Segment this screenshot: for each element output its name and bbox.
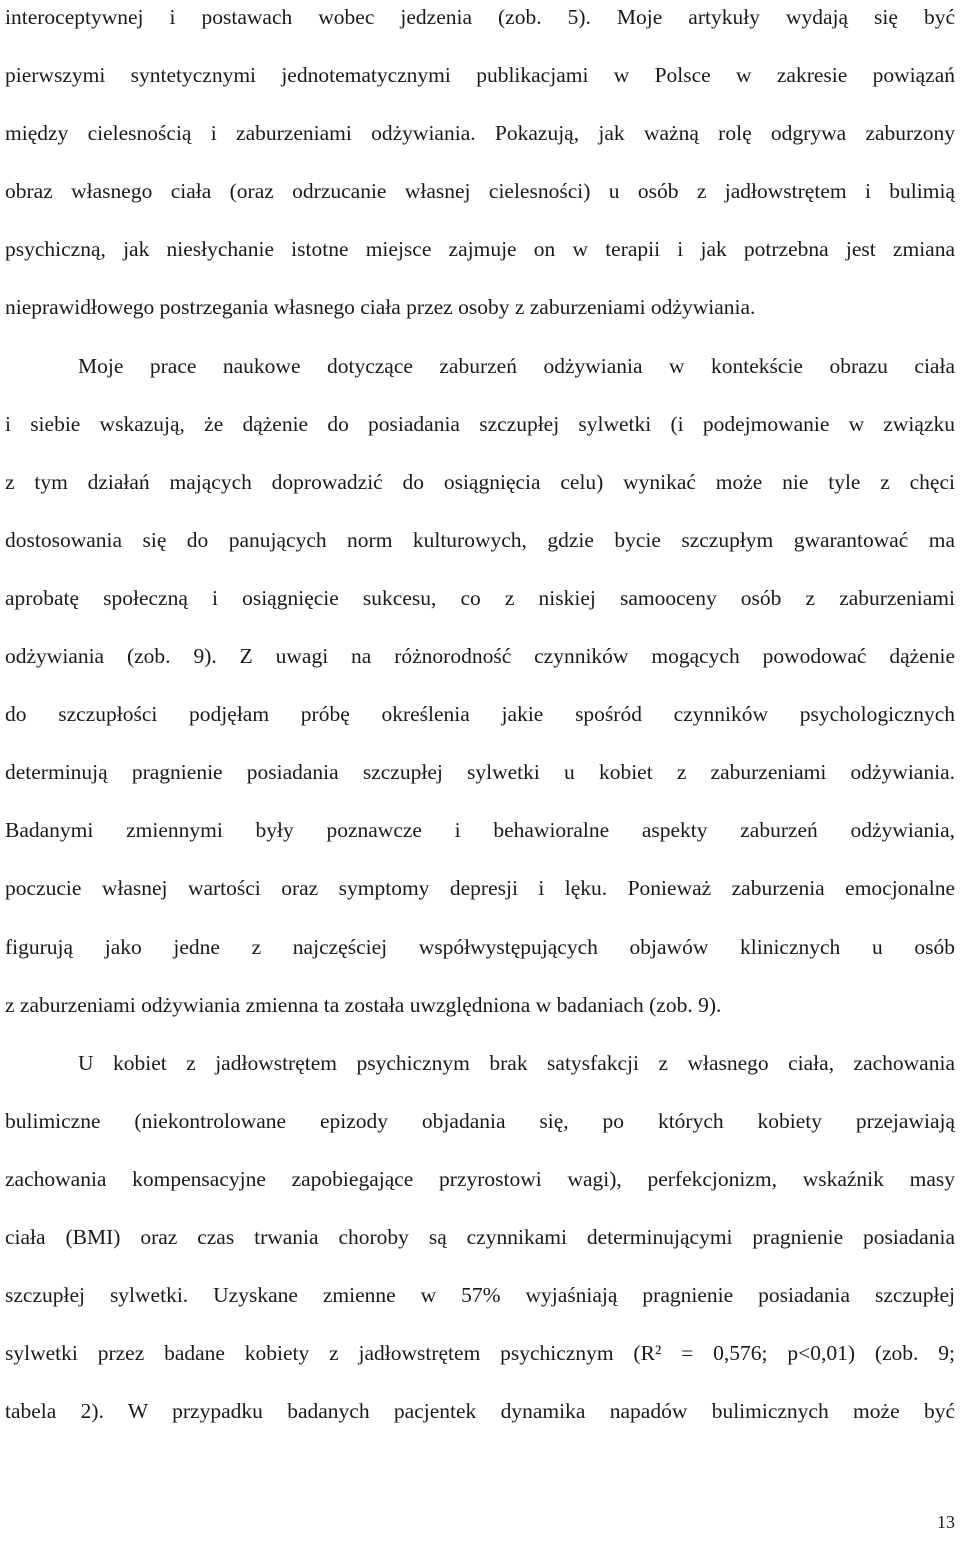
- text-line: Badanymi zmiennymi były poznawcze i behawioralne aspekty zaburzeń odżywiania,: [5, 818, 955, 843]
- text-line: dostosowania się do panujących norm kulturowych, gdzie bycie szczupłym gwarantować ma: [5, 527, 955, 552]
- text-line: obraz własnego ciała (oraz odrzucanie własnej cielesności) u osób z jadłowstrętem i bulimią: [5, 179, 955, 204]
- text-line: bulimiczne (niekontrolowane epizody objadania się, po których kobiety przejawiają: [5, 1108, 955, 1133]
- text-line: determinują pragnienie posiadania szczupłej sylwetki u kobiet z zaburzeniami odżywiania.: [5, 760, 955, 785]
- text-line: interoceptywnej i postawach wobec jedzenia (zob. 5). Moje artykuły wydają się być: [5, 5, 955, 29]
- text-line: do szczupłości podjęłam próbę określenia jakie spośród czynników psychologicznych: [5, 702, 955, 727]
- text-line: poczucie własnej wartości oraz symptomy depresji i lęku. Ponieważ zaburzenia emocjonalne: [5, 876, 955, 901]
- text-line: szczupłej sylwetki. Uzyskane zmienne w 57% wyjaśniają pragnienie posiadania szczupłej: [5, 1283, 955, 1308]
- text-line: nieprawidłowego postrzegania własnego ciała przez osoby z zaburzeniami odżywiania.: [5, 295, 756, 320]
- text-line: z zaburzeniami odżywiania zmienna ta została uwzględniona w badaniach (zob. 9).: [5, 992, 722, 1017]
- text-line: figurują jako jedne z najczęściej współwystępujących objawów klinicznych u osób: [5, 934, 955, 959]
- text-line: aprobatę społeczną i osiągnięcie sukcesu, co z niskiej samooceny osób z zaburzeniami: [5, 585, 955, 610]
- text-line: pierwszymi syntetycznymi jednotematycznymi publikacjami w Polsce w zakresie powiązań: [5, 63, 955, 88]
- text-line: odżywiania (zob. 9). Z uwagi na różnorodność czynników mogących powodować dążenie: [5, 644, 955, 669]
- page-number: 13: [937, 1512, 955, 1532]
- text-line: i siebie wskazują, że dążenie do posiadania szczupłej sylwetki (i podejmowanie w związku: [5, 411, 955, 436]
- text-line: ciała (BMI) oraz czas trwania choroby są czynnikami determinującymi pragnienie posiadania: [5, 1224, 955, 1249]
- text-line: zachowania kompensacyjne zapobiegające przyrostowi wagi), perfekcjonizm, wskaźnik masy: [5, 1166, 955, 1191]
- text-line: między cielesnością i zaburzeniami odżywiania. Pokazują, jak ważną rolę odgrywa zaburzony: [5, 121, 955, 146]
- paragraph-first-line: Moje prace naukowe dotyczące zaburzeń odżywiania w kontekście obrazu ciała: [78, 353, 955, 378]
- text-line: psychiczną, jak niesłychanie istotne miejsce zajmuje on w terapii i jak potrzebna jest zmiana: [5, 237, 955, 262]
- text-line: sylwetki przez badane kobiety z jadłowstrętem psychicznym (R² = 0,576; p<0,01) (zob. 9;: [5, 1341, 955, 1366]
- text-line: z tym działań mających doprowadzić do osiągnięcia celu) wynikać może nie tyle z chęci: [5, 469, 955, 494]
- body-text: [5, 0, 955, 1440]
- text-line: tabela 2). W przypadku badanych pacjentek dynamika napadów bulimicznych może być: [5, 1399, 955, 1424]
- paragraph-first-line: U kobiet z jadłowstrętem psychicznym brak satysfakcji z własnego ciała, zachowania: [78, 1050, 955, 1075]
